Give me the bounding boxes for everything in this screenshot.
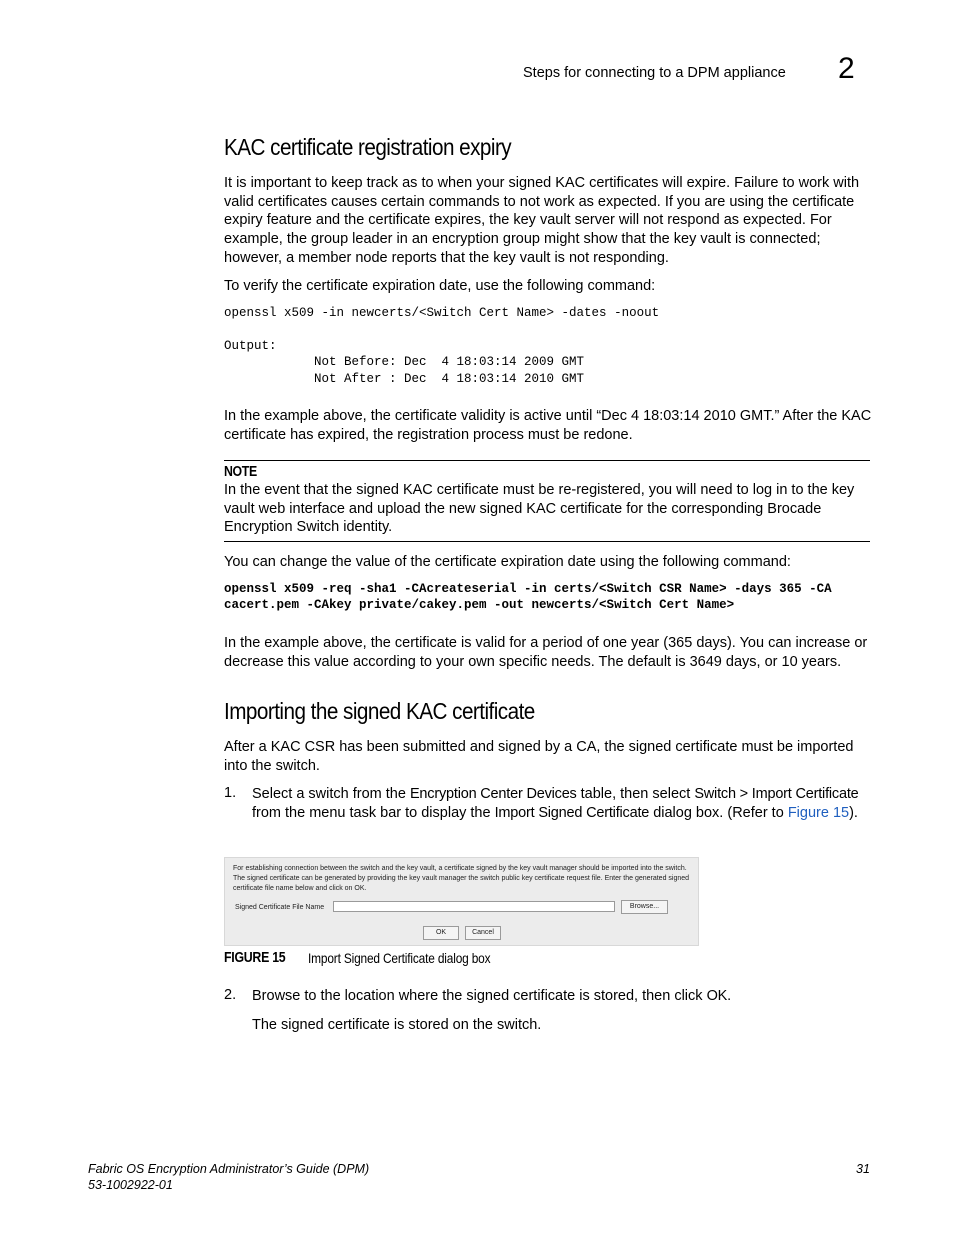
figure-15-link[interactable]: Figure 15: [787, 804, 850, 821]
code-command-change-expiry: openssl x509 -req -sha1 -CAcreateserial -in certs/<Switch CSR Name> -days 365 -CA cacert.pem -CAkey private/cakey.pem -out newcerts/<Switch Cert Name>: [224, 582, 832, 613]
step-1-text: [252, 785, 872, 822]
step-text: Browse to the location where the signed certificate is stored, then click: [252, 988, 707, 1004]
dialog-message: For establishing connection between the switch and the key vault, a certificate signed by the key vault manager should be imported into the switch. The signed certificate can be generated by providing the key vault manager the switch public key certificate request file. Enter the generated signed certificate file name below and click on OK.: [233, 865, 690, 892]
note-top-rule: [224, 460, 870, 461]
ui-term: OK: [706, 988, 728, 1004]
running-header: Steps for connecting to a DPM appliance: [523, 65, 786, 81]
section-heading-kac-expiry: KAC certificate registration expiry: [224, 134, 512, 160]
step-text: Select a switch from the: [252, 786, 410, 802]
note-text: In the event that the signed KAC certificate must be re-registered, you will need to log in to the key vault web interface and upload the new signed KAC certificate for the corresponding Brocade Encryption Switch identity.: [224, 482, 855, 536]
paragraph: You can change the value of the certificate expiration date using the following command:: [224, 554, 791, 570]
section-heading-importing: Importing the signed KAC certificate: [224, 698, 535, 724]
footer-doc-number: 53-1002922-01: [88, 1178, 173, 1192]
paragraph: To verify the certificate expiration date, use the following command:: [224, 278, 656, 294]
paragraph: In the example above, the certificate is valid for a period of one year (365 days). You can increase or decrease this value according to your own specific needs. The default is 3649 days, or 10 years.: [224, 635, 868, 670]
step-text: dialog box. (Refer to: [649, 804, 788, 821]
step-number: 1.: [224, 785, 237, 801]
step-text: .: [727, 988, 732, 1004]
step-2-result: The signed certificate is stored on the switch.: [252, 1017, 542, 1033]
step-text: ).: [849, 804, 858, 821]
step-text: table, then select: [576, 786, 695, 802]
step-2-text: [252, 987, 872, 1006]
ui-term: Switch > Import Certificate: [694, 786, 859, 802]
paragraph: It is important to keep track as to when your signed KAC certificates will expire. Failure to work with valid certificates causes certain commands to not work as expected. If you are using the certificate expiry feature and the certificate expires, the key vault server will not respond as expected. For example, the group leader in an encryption group might show that the key vault is connected; however, a member node reports that the key vault is not responding.: [224, 175, 860, 266]
file-name-label: Signed Certificate File Name: [235, 904, 325, 911]
figure-label: FIGURE 15: [224, 950, 286, 966]
note-label: NOTE: [224, 464, 257, 480]
footer-doc-title: Fabric OS Encryption Administrator’s Guide (DPM): [88, 1162, 370, 1176]
note-bottom-rule: [224, 541, 870, 542]
ui-term: Import Signed Certificate: [494, 804, 650, 821]
cancel-button[interactable]: Cancel: [465, 926, 501, 940]
paragraph: After a KAC CSR has been submitted and signed by a CA, the signed certificate must be imported into the switch.: [224, 739, 854, 774]
step-number: 2.: [224, 987, 237, 1003]
code-output: Output: Not Before: Dec 4 18:03:14 2009 GMT Not After : Dec 4 18:03:14 2010 GMT: [224, 339, 585, 386]
import-signed-certificate-dialog: [224, 857, 699, 946]
ui-term: Encryption Center Devices: [409, 786, 577, 802]
browse-button[interactable]: Browse...: [621, 900, 668, 914]
ok-button[interactable]: OK: [423, 926, 459, 940]
file-name-input[interactable]: [333, 901, 615, 912]
figure-caption: Import Signed Certificate dialog box: [308, 950, 491, 966]
paragraph: In the example above, the certificate validity is active until “Dec 4 18:03:14 2010 GMT.” After the KAC certificate has expired, the registration process must be redone.: [224, 408, 872, 443]
chapter-number: 2: [838, 52, 855, 85]
code-command-verify: openssl x509 -in newcerts/<Switch Cert Name> -dates -noout: [224, 306, 660, 320]
page-number: 31: [856, 1162, 870, 1176]
step-text: from the menu task bar to display the: [252, 804, 495, 821]
